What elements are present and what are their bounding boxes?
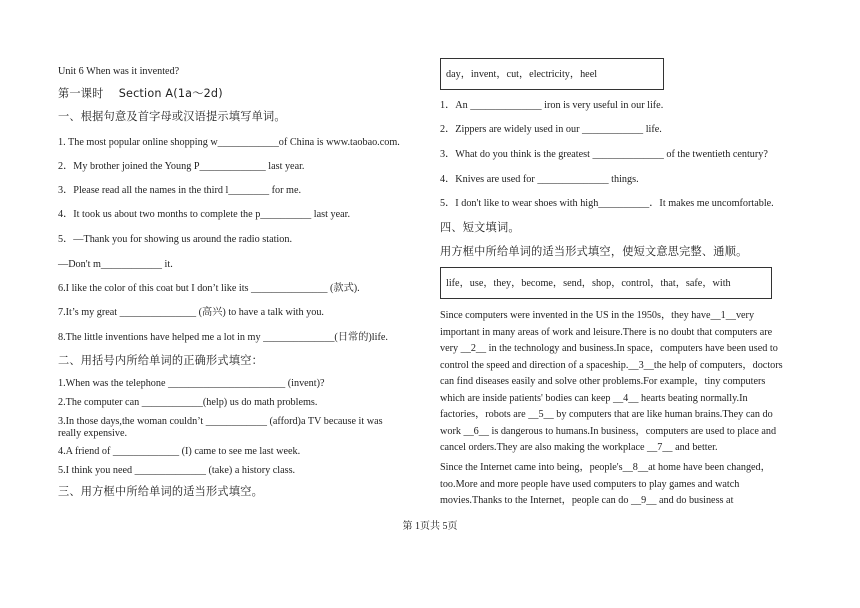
passage-line: control the speed and direction of a spaceship.__3__the help of computers，doctors [440, 359, 783, 371]
section1-item: 5．—Thank you for showing us around the radio station. [58, 234, 292, 245]
passage-line: very __2__ in the technology and business.In space，computers have been used to [440, 343, 778, 354]
word-box-1 [440, 58, 664, 90]
passage-paragraph-1 [440, 308, 796, 457]
box1-item: 2．Zippers are widely used in our ____________ life. [440, 124, 662, 135]
word-box-2 [440, 267, 772, 299]
box1-item: 5．I don't like to wear shoes with high__________．It makes me uncomfortable. [440, 198, 774, 209]
section1-item: 4．It took us about two months to complete the p__________ last year. [58, 209, 351, 220]
section1-item: 8.The little inventions have helped me a lot in my ______________(日常的)life. [58, 332, 388, 343]
word-box-1-words: day，invent，cut，electricity，heel [446, 69, 598, 80]
section1-item: —Don't m____________ it. [58, 259, 173, 270]
section2-item: 3.In those days,the woman couldn’t ____________ (afford)a TV because it was [58, 416, 383, 427]
section1-item: 6.I like the color of this coat but I don’t like its _______________ (款式). [58, 283, 360, 294]
passage-line: movies.Thanks to the Internet，people can do __9__ and do business at [440, 495, 734, 506]
passage-line: which are inside patients' bodies can keep __4__ hearts beating normally.In [440, 392, 748, 404]
section2-item: 1.When was the telephone _______________________ (invent)? [58, 378, 325, 389]
section1-item: 7.It’s my great _______________ (高兴) to have a talk with you. [58, 307, 324, 318]
passage-line: Since computers were invented in the US in the 1950s，they have__1__very [440, 310, 755, 321]
passage-line: can find diseases easily and solve other problems.For example，tiny computers [440, 376, 766, 387]
passage-line: factories，robots are __5__ by computers that are like human brains.They can do [440, 409, 773, 420]
section2-item: 2.The computer can ____________(help) us do math problems. [58, 397, 318, 408]
section1-item: 1. The most popular online shopping w____________of China is www.taobao.com. [58, 137, 400, 148]
section4-instruction: 用方框中所给单词的适当形式填空，使短文意思完整、通顺。 [440, 245, 748, 258]
passage-line: important in many areas of work and leisure.There is no doubt that computers are [440, 326, 773, 338]
section4-title: 四、短文填词。 [440, 221, 520, 234]
passage-line: work __6__ is dangerous to humans.In business，computers are used to place and [440, 425, 777, 437]
lesson-heading: 第一课时 Section A(1a～2d) [58, 87, 223, 100]
page-footer: 第 1页共 5页 [402, 521, 458, 532]
section3-title: 三、用方框中所给单词的适当形式填空。 [58, 485, 263, 498]
passage-line: cancel orders.They are also making the workplace __7__ and better. [440, 442, 718, 453]
passage-line: too.More and more people have used computers to play games and watch [440, 478, 740, 490]
section1-item: 2．My brother joined the Young P_____________ last year. [58, 161, 305, 172]
passage-paragraph-2 [440, 460, 796, 510]
section1-item: 3．Please read all the names in the third l________ for me. [58, 185, 302, 196]
section2-title: 二、用括号内所给单词的正确形式填空： [58, 354, 263, 367]
word-box-2-words: life，use，they，become，send，shop，control，that，safe，with [446, 278, 731, 289]
section2-item: 5.I think you need ______________ (take) a history class. [58, 465, 296, 476]
section1-title: 一、根据句意及首字母或汉语提示填写单词。 [58, 110, 286, 123]
section2-item: really expensive. [58, 428, 128, 439]
passage-line: Since the Internet came into being，people's__8__at home have been changed， [440, 462, 771, 473]
unit-title: Unit 6 When was it invented? [58, 66, 180, 77]
box1-item: 3．What do you think is the greatest ______________ of the twentieth century? [440, 149, 768, 160]
box1-item: 4．Knives are used for ______________ things. [440, 174, 639, 185]
box1-item: 1．An ______________ iron is very useful in our life. [440, 100, 664, 111]
section2-item: 4.A friend of _____________ (I) came to see me last week. [58, 446, 301, 457]
